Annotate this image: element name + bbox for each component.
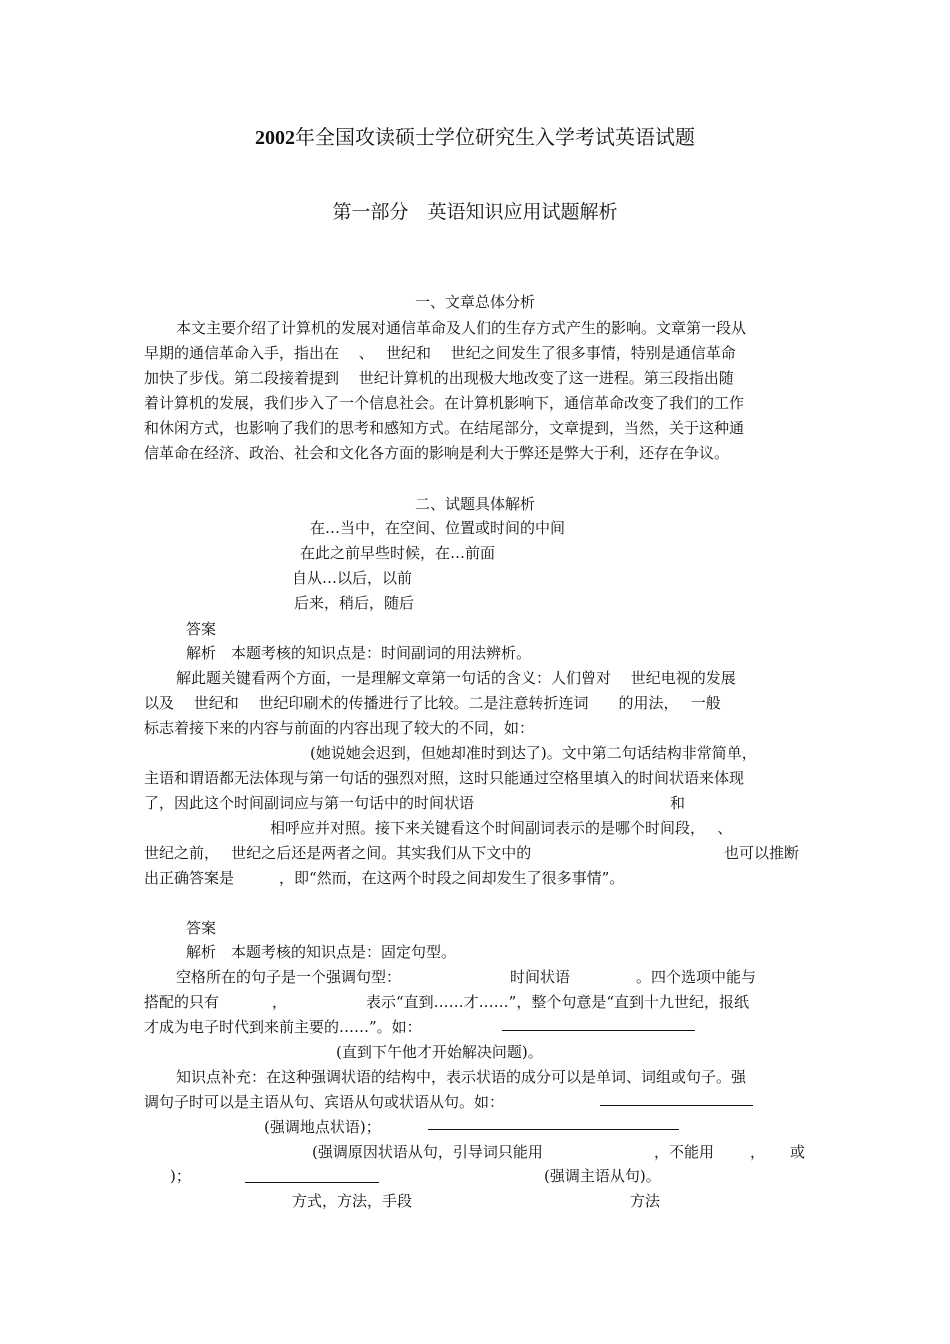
section2-heading: 二、试题具体解析	[414, 495, 535, 513]
body-fragment: )；	[170, 1167, 191, 1185]
body-line: 世纪之前， 世纪之后还是两者之间。其实我们从下文中的	[144, 844, 532, 862]
section1-line: 本文主要介绍了计算机的发展对通信革命及人们的生存方式产生的影响。文章第一段从	[176, 319, 747, 337]
section1-line: 信革命在经济、政治、社会和文化各方面的影响是利大于弊还是弊大于利，还存在争议。	[144, 444, 730, 462]
body-line: 标志着接下来的内容与前面的内容出现了较大的不同，如：	[144, 719, 535, 737]
body-fragment: ，	[272, 993, 288, 1011]
section1-line: 加快了步伐。第二段接着提到 世纪计算机的出现极大地改变了这一进程。第三段指出随	[144, 369, 734, 387]
document-subtitle: 第一部分 英语知识应用试题解析	[332, 201, 618, 223]
body-fragment: 。四个选项中能与	[636, 968, 757, 986]
body-fragment: 方式，方法，手段	[292, 1192, 413, 1210]
option-meaning: 后来，稍后，随后	[294, 594, 415, 612]
example-underline	[428, 1129, 679, 1130]
body-fragment: 或	[790, 1143, 806, 1161]
body-fragment: 表示“直到……才……”，整个句意是“直到十九世纪，报纸	[366, 993, 750, 1011]
body-line: 调句子时可以是主语从句、宾语从句或状语从句。如：	[144, 1093, 505, 1111]
body-fragment: 方法	[630, 1192, 661, 1210]
body-fragment: ，	[750, 1143, 766, 1161]
body-line: 解此题关键看两个方面，一是理解文章第一句话的含义：人们曾对 世纪电视的发展	[176, 669, 736, 687]
title-year: 2002	[255, 127, 295, 149]
body-line: (强调原因状语从句，引导词只能用	[312, 1143, 543, 1161]
body-line: (强调地点状语)；	[264, 1118, 381, 1136]
section1-line: 早期的通信革命入手，指出在 、 世纪和 世纪之间发生了很多事情，特别是通信革命	[144, 344, 736, 362]
option-meaning: 在此之前早些时候，在…前面	[300, 544, 496, 562]
body-line: (直到下午他才开始解决问题)。	[336, 1043, 543, 1061]
example-underline	[245, 1182, 379, 1183]
body-fragment: 也可以推断	[724, 844, 800, 862]
example-underline	[502, 1030, 695, 1031]
analysis-line: 解析 本题考核的知识点是：固定句型。	[186, 943, 457, 961]
section1-line: 着计算机的发展，我们步入了一个信息社会。在计算机影响下，通信革命改变了我们的工作	[144, 394, 745, 412]
title-text: 年全国攻读硕士学位研究生入学考试英语试题	[295, 125, 695, 149]
body-line: 了，因此这个时间副词应与第一句话中的时间状语	[144, 794, 475, 812]
option-meaning: 在…当中，在空间、位置或时间的中间	[310, 519, 566, 537]
example-underline	[600, 1105, 753, 1106]
body-line: 相呼应并对照。接下来关键看这个时间副词表示的是哪个时间段， 、	[270, 819, 733, 837]
body-line: 空格所在的句子是一个强调句型：	[176, 968, 402, 986]
body-line: 知识点补充：在这种强调状语的结构中，表示状语的成分可以是单词、词组或句子。强	[176, 1068, 747, 1086]
body-line: 出正确答案是 ，即“然而，在这两个时段之间却发生了很多事情”。	[144, 869, 625, 887]
body-line: 主语和谓语都无法体现与第一句话的强烈对照，这时只能通过空格里填入的时间状语来体现	[144, 769, 745, 787]
body-line: 才成为电子时代到来前主要的……”。如：	[144, 1018, 422, 1036]
body-fragment: 时间状语	[510, 968, 571, 986]
answer-label: 答案	[186, 620, 217, 638]
document-title	[0, 124, 950, 151]
body-fragment: ，不能用	[654, 1143, 715, 1161]
analysis-line: 解析 本题考核的知识点是：时间副词的用法辨析。	[186, 644, 532, 662]
section1-heading: 一、文章总体分析	[414, 293, 535, 311]
body-line: (她说她会迟到，但她却准时到达了)。文中第二句话结构非常简单，	[310, 744, 757, 762]
body-fragment: 和	[670, 794, 686, 812]
body-line: 搭配的只有	[144, 993, 220, 1011]
answer-label: 答案	[186, 919, 217, 937]
body-line: 以及 世纪和 世纪印刷术的传播进行了比较。二是注意转折连词 的用法， 一般	[144, 694, 721, 712]
section1-line: 和休闲方式，也影响了我们的思考和感知方式。在结尾部分，文章提到，当然，关于这种通	[144, 419, 745, 437]
body-fragment: (强调主语从句)。	[544, 1167, 661, 1185]
option-meaning: 自从…以后，以前	[292, 569, 413, 587]
